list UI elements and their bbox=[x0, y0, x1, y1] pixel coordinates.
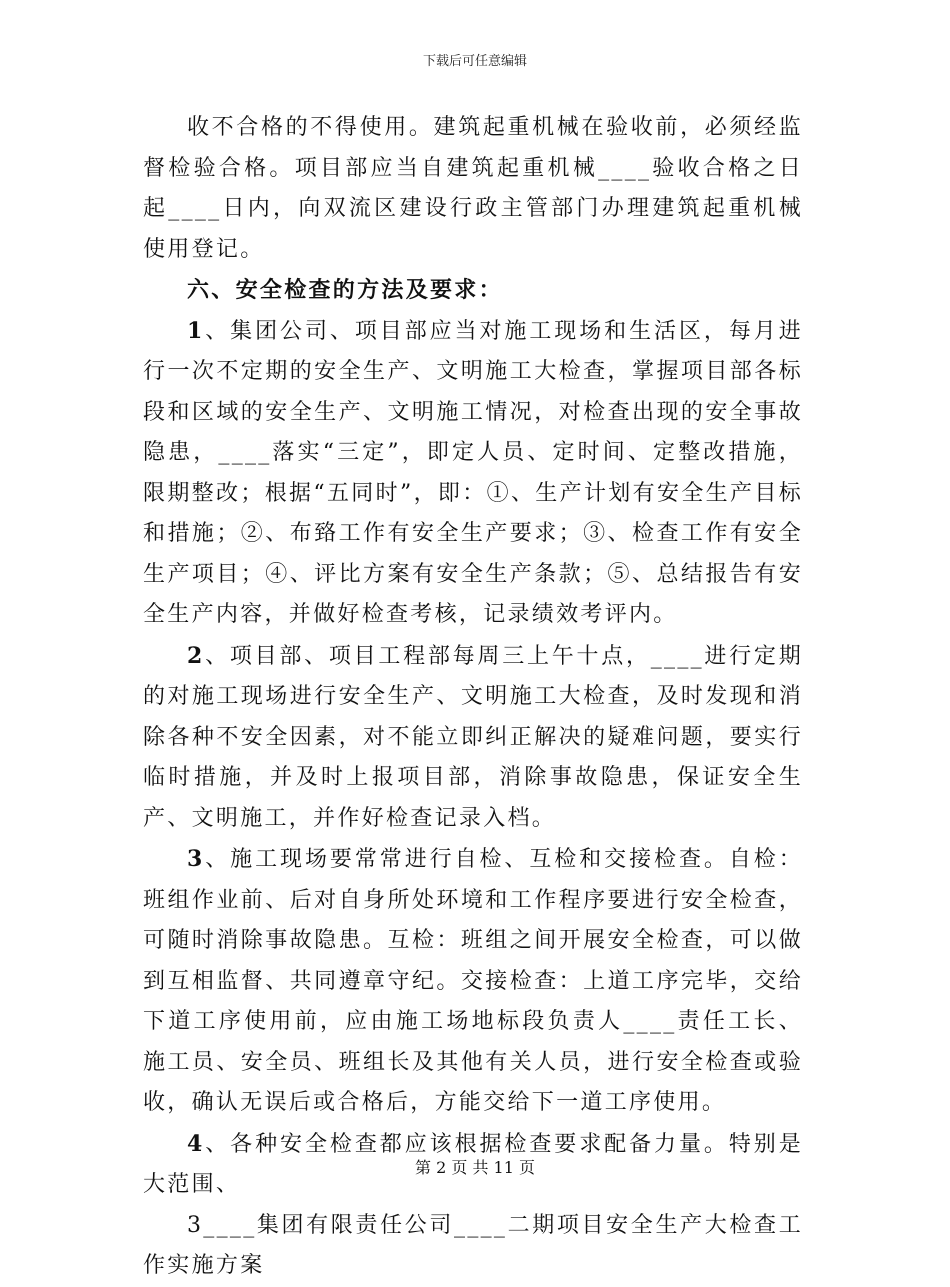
item-number: 2 bbox=[187, 642, 205, 669]
item-text: 、施工现场要常常进行自检、互检和交接检查。自检：班组作业前、后对自身所处环境和工作程序要进行安全检查，可随时消除事故隐患。互检：班组之间开展安全检查，可以做到互相监督、共同遵章守纪。交接检查：上道工序完毕，交给下道工序使用前，应由施工场地标段负责人____责任工长、施工员、安全员、班组长及其他有关人员，进行安全检查或验收，确认无误后或合格后，方能交给下一道工序使用。 bbox=[143, 847, 803, 1115]
item-number: 4 bbox=[187, 1130, 205, 1157]
list-item bbox=[143, 636, 803, 840]
intro-paragraph: 收不合格的不得使用。建筑起重机械在验收前，必须经监督检验合格。项目部应当自建筑起重机械____验收合格之日起____日内，向双流区建设行政主管部门办理建筑起重机械使用登记。 bbox=[143, 115, 803, 262]
trailing-title: 3____集团有限责任公司____二期项目安全生产大检查工作实施方案 bbox=[143, 1212, 803, 1278]
section-heading: 六、安全检查的方法及要求： bbox=[187, 277, 503, 303]
list-item bbox=[143, 311, 803, 636]
item-number: 3 bbox=[187, 846, 205, 872]
item-text: 、各种安全检查都应该根据检查要求配备力量。特别是大范围、 bbox=[143, 1131, 803, 1197]
header-note: 下载后可任意编辑 bbox=[422, 54, 527, 69]
item-text: 、项目部、项目工程部每周三上午十点，____进行定期的对施工现场进行安全生产、文明施工大检查，及时发现和消除各种不安全因素，对不能立即纠正解决的疑难问题，要实行临时措施，并及时上报项目部，消除事故隐患，保证安全生产、文明施工，并作好检查记录入档。 bbox=[143, 643, 803, 831]
page-number: 第 2 页 共 11 页 bbox=[415, 1158, 535, 1177]
item-text: 、集团公司、项目部应当对施工现场和生活区，每月进行一次不定期的安全生产、文明施工大检查，掌握项目部各标段和区域的安全生产、文明施工情况，对检查出现的安全事故隐患，____落实“三定”，即定人员、定时间、定整改措施，限期整改；根据“五同时”，即：①、生产计划有安全生产目标和措施；②、布臵工作有安全生产要求；③、检查工作有安全生产项目；④、评比方案有安全生产条款；⑤、总结报告有安全生产内容，并做好检查考核，记录绩效考评内。 bbox=[143, 318, 803, 627]
item-number: 1 bbox=[187, 317, 205, 344]
document-body bbox=[143, 108, 803, 1287]
list-item bbox=[143, 839, 803, 1124]
